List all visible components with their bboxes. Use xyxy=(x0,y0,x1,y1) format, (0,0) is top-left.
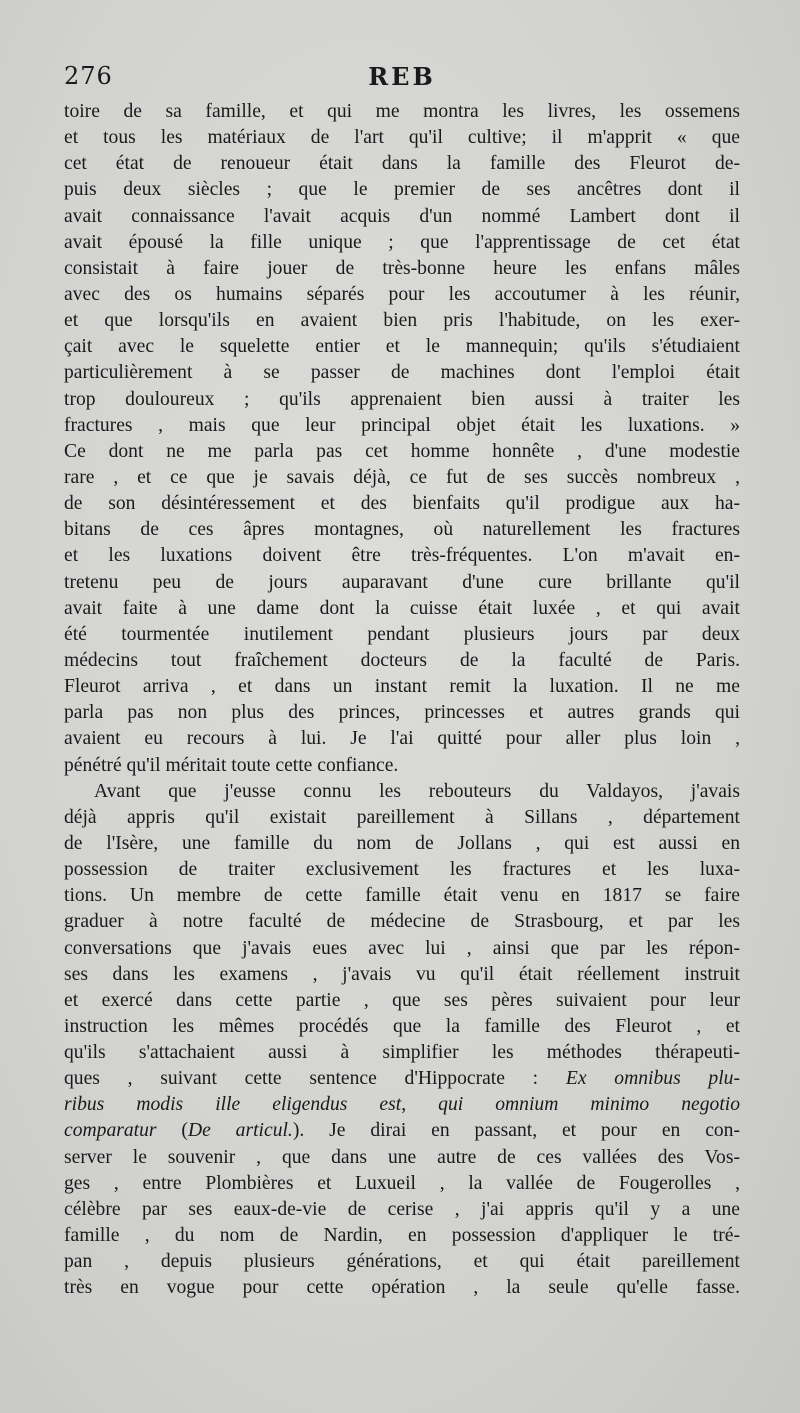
text-line: déjà appris qu'il existait pareillement à Sillans , département xyxy=(64,806,740,828)
text-line: fractures , mais que leur principal objet était les luxations. » xyxy=(64,414,740,436)
text-line: server le souvenir , que dans une autre de ces vallées des Vos- xyxy=(64,1146,740,1168)
text-line: puis deux siècles ; que le premier de ses ancêtres dont il xyxy=(64,179,740,201)
text-line: très en vogue pour cette opération , la seule qu'elle fasse. xyxy=(64,1277,740,1299)
text-line: pénétré qu'il méritait toute cette confiance. xyxy=(64,754,399,776)
text-line: trop douloureux ; qu'ils apprenaient bien aussi à traiter les xyxy=(64,388,740,410)
text-line: qu'ils s'attachaient aussi à simplifier les méthodes thérapeuti- xyxy=(64,1042,740,1064)
text-line xyxy=(64,1066,740,1092)
text-fragment: , xyxy=(401,1094,439,1116)
text-line xyxy=(64,1118,740,1144)
text-line: et tous les matériaux de l'art qu'il cultive; il m'apprit « que xyxy=(64,127,740,149)
page-number: 276 xyxy=(64,62,113,90)
text-line: avec des os humains séparés pour les accoutumer à les réunir, xyxy=(64,283,740,305)
text-line: ges , entre Plombières et Luxueil , la vallée de Fougerolles , xyxy=(64,1172,740,1194)
text-line: bitans de ces âpres montagnes, où naturellement les fractures xyxy=(64,519,740,541)
text-line: rare , et ce que je savais déjà, ce fut de ses succès nombreux , xyxy=(64,466,740,488)
text-line: instruction les mêmes procédés que la famille des Fleurot , et xyxy=(64,1015,740,1037)
text-line: et que lorsqu'ils en avaient bien pris l'habitude, on les exer- xyxy=(64,310,740,332)
latin-quote: comparatur xyxy=(64,1120,157,1142)
text-fragment: ( xyxy=(156,1120,188,1142)
text-fragment: ques , suivant cette sentence d'Hippocrate : xyxy=(64,1068,566,1090)
text-line: particulièrement à se passer de machines dont l'emploi était xyxy=(64,362,740,384)
text-line: tions. Un membre de cette famille était venu en 1817 se faire xyxy=(64,885,740,907)
page-header xyxy=(64,62,740,92)
text-line: médecins tout fraîchement docteurs de la faculté de Paris. xyxy=(64,649,740,671)
latin-quote: ribus modis ille eligendus est xyxy=(64,1094,402,1116)
text-line: et exercé dans cette partie , que ses pères suivaient pour leur xyxy=(64,989,740,1011)
text-line: tretenu peu de jours auparavant d'une cure brillante qu'il xyxy=(64,571,740,593)
text-line: avait connaissance l'avait acquis d'un nommé Lambert dont il xyxy=(64,205,740,227)
text-line: conversations que j'avais eues avec lui , ainsi que par les répon- xyxy=(64,937,740,959)
text-line: avait épousé la fille unique ; que l'apprentissage de cet état xyxy=(64,231,740,253)
text-line: célèbre par ses eaux-de-vie de cerise , j'ai appris qu'il y a une xyxy=(64,1198,740,1220)
text-line: cet état de renoueur était dans la famille des Fleurot de- xyxy=(64,153,740,175)
text-line: avait faite à une dame dont la cuisse était luxée , et qui avait xyxy=(64,597,740,619)
text-line xyxy=(64,1092,740,1118)
text-line: et les luxations doivent être très-fréquentes. L'on m'avait en- xyxy=(64,545,740,567)
text-line: ses dans les examens , j'avais vu qu'il était réellement instruit xyxy=(64,963,740,985)
latin-quote: Ex omnibus plu- xyxy=(565,1068,740,1090)
text-line: consistait à faire jouer de très-bonne heure les enfans mâles xyxy=(64,257,740,279)
text-line: çait avec le squelette entier et le mannequin; qu'ils s'étudiaient xyxy=(64,336,740,358)
body-text xyxy=(64,99,740,1301)
text-line: graduer à notre faculté de médecine de Strasbourg, et par les xyxy=(64,911,740,933)
latin-quote: qui omnium minimo negotio xyxy=(438,1094,741,1116)
text-line: de son désintéressement et des bienfaits qu'il prodigue aux ha- xyxy=(64,493,740,515)
text-line: toire de sa famille, et qui me montra les livres, les ossemens xyxy=(64,101,740,122)
text-line: possession de traiter exclusivement les fractures et les luxa- xyxy=(64,859,740,881)
text-line: Fleurot arriva , et dans un instant remit la luxation. Il ne me xyxy=(64,676,740,698)
text-line: Ce dont ne me parla pas cet homme honnête , d'une modestie xyxy=(64,440,740,462)
citation: De articul. xyxy=(187,1120,293,1142)
running-head: REB xyxy=(368,62,436,91)
text-line: avaient eu recours à lui. Je l'ai quitté pour aller plus loin , xyxy=(64,728,740,750)
text-line: Avant que j'eusse connu les rebouteurs du Valdayos, j'avais xyxy=(94,780,740,802)
text-fragment: ). Je dirai en passant, et pour en con- xyxy=(292,1120,741,1142)
text-line: été tourmentée inutilement pendant plusieurs jours par deux xyxy=(64,623,740,645)
text-line: de l'Isère, une famille du nom de Jollans , qui est aussi en xyxy=(64,832,740,854)
text-line: parla pas non plus des princes, princesses et autres grands qui xyxy=(64,702,740,724)
text-line: famille , du nom de Nardin, en possession d'appliquer le tré- xyxy=(64,1225,740,1247)
text-line: pan , depuis plusieurs générations, et qui était pareillement xyxy=(64,1251,740,1273)
